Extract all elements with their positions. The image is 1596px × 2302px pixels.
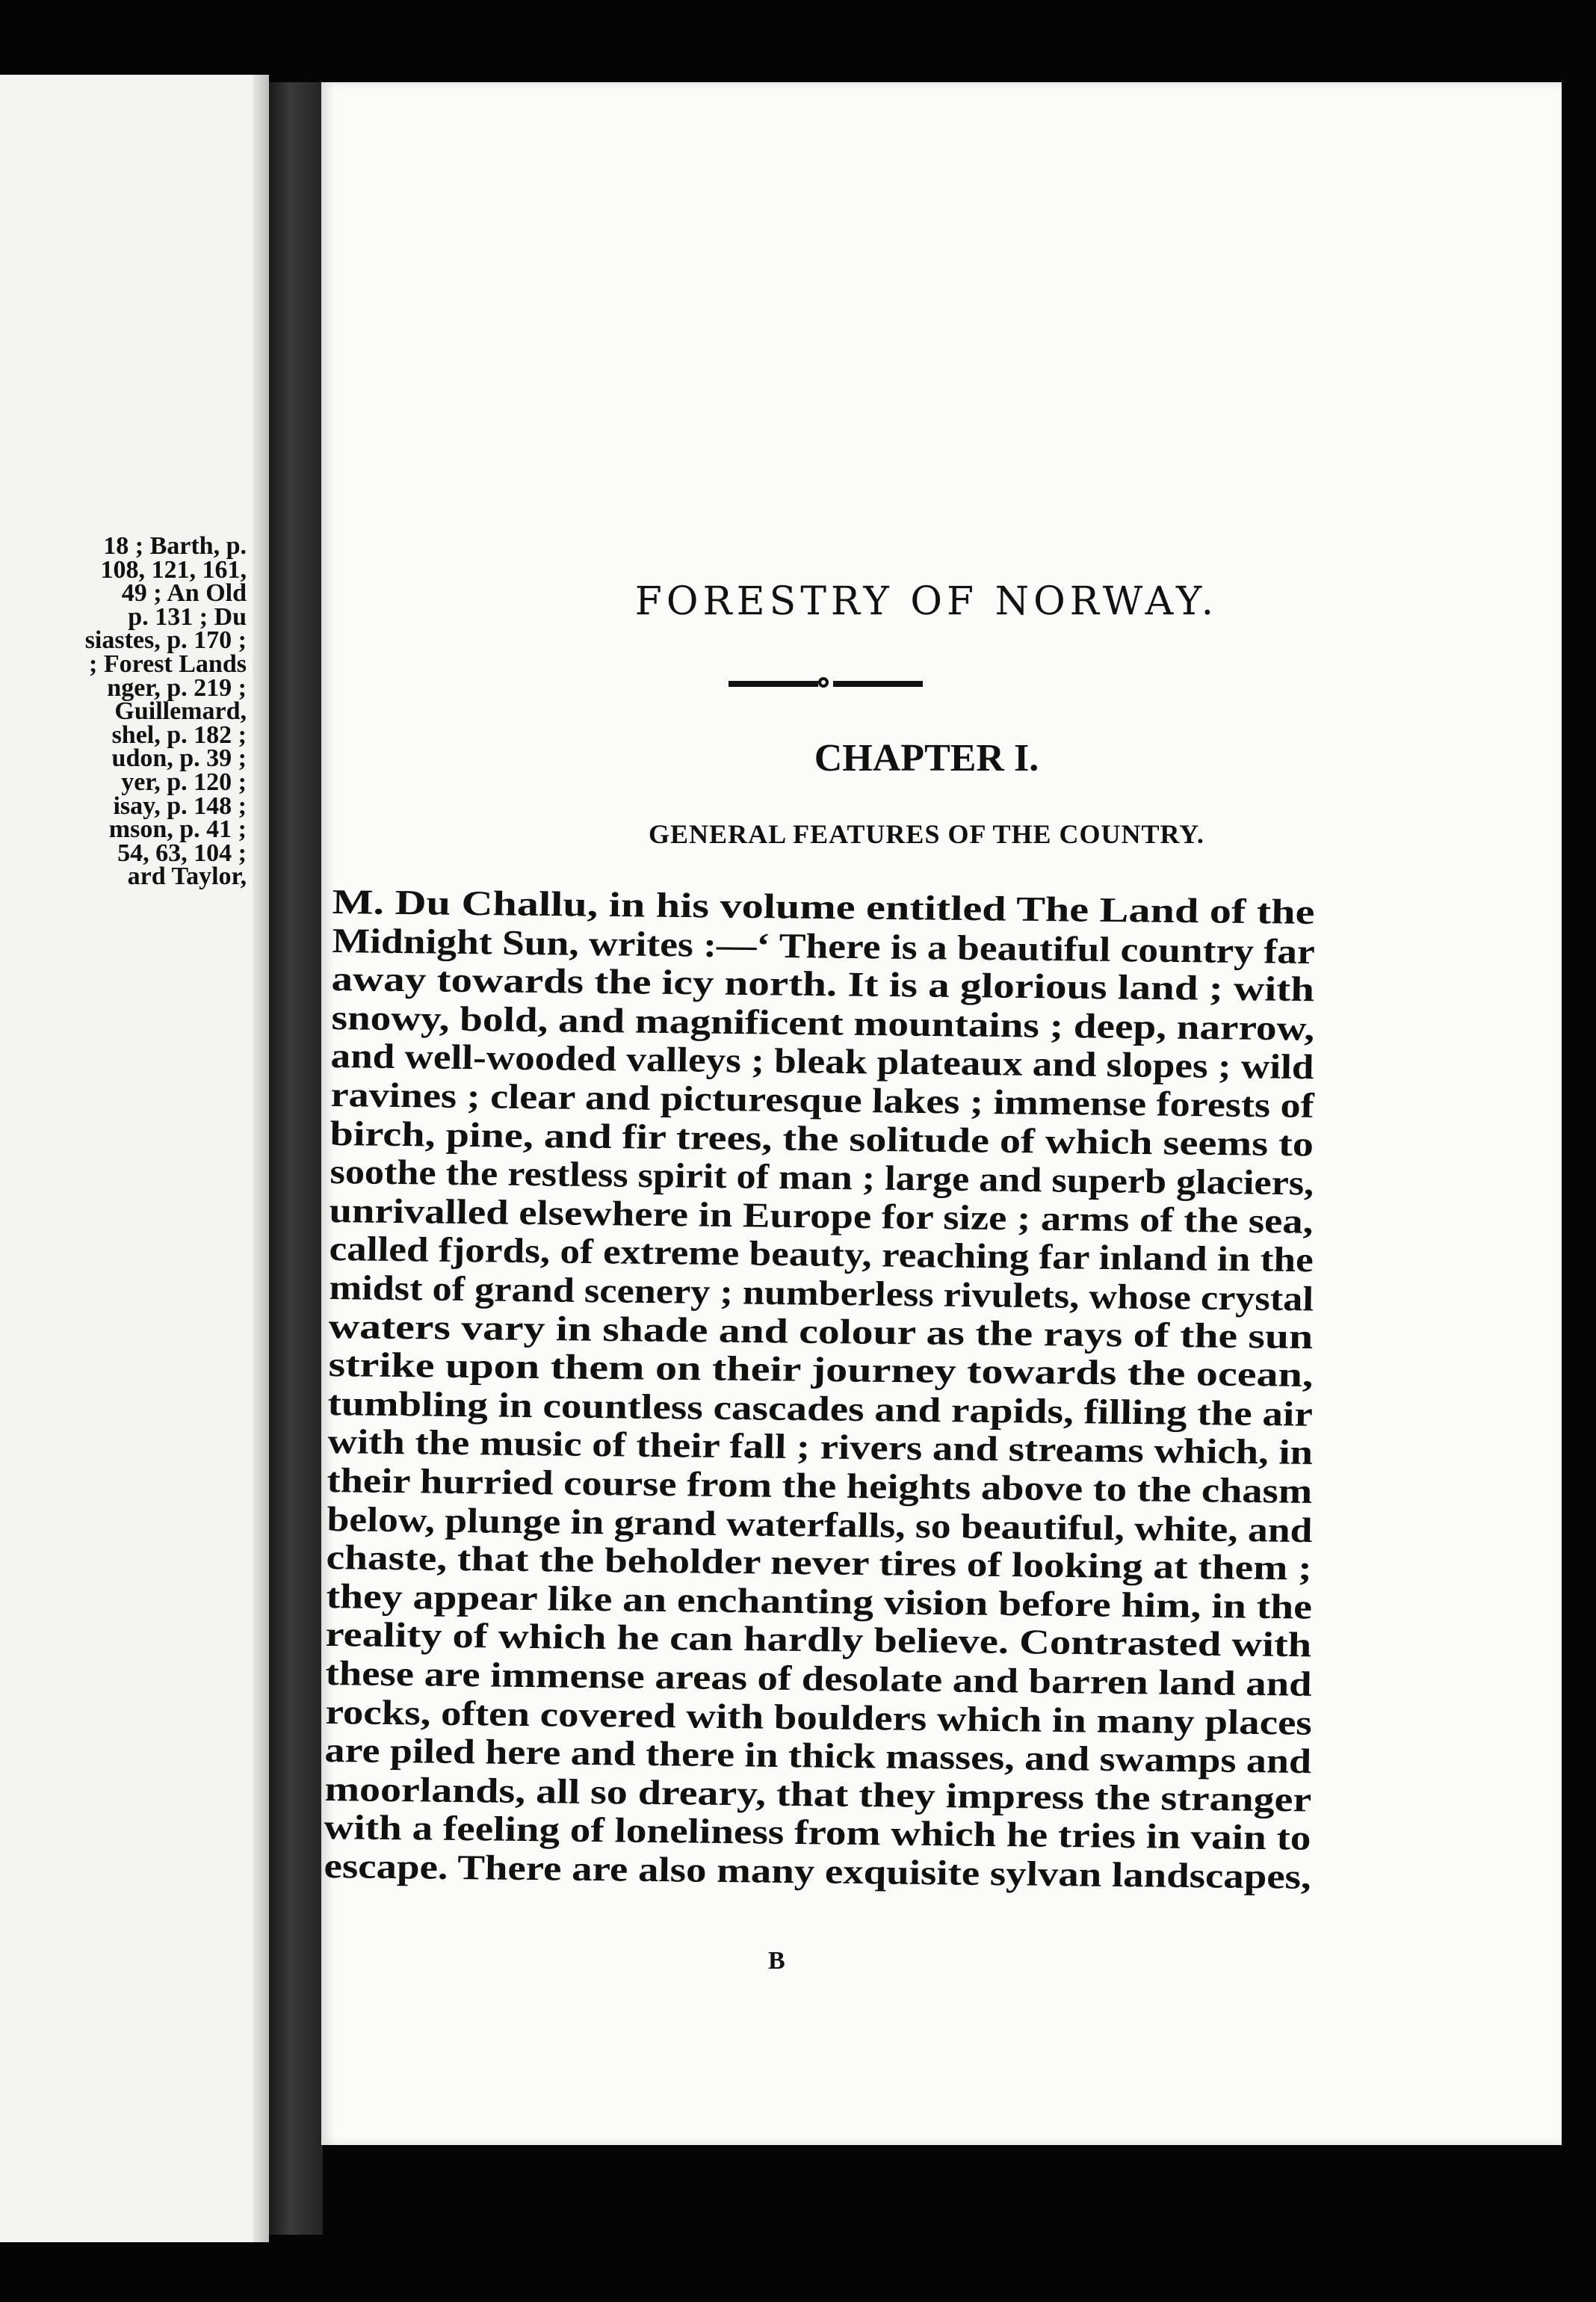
index-line: ; Forest Lands (89, 649, 247, 678)
book-spine (269, 82, 323, 2235)
body-line: ravines ; clear and picturesque lakes ; immense forests of (330, 1075, 1314, 1126)
index-line: shel, p. 182 ; (111, 720, 247, 749)
body-line: are piled here and there in thick masses, and swamps and (324, 1731, 1312, 1782)
chapter-subtitle: GENERAL FEATURES OF THE COUNTRY. (649, 819, 1204, 849)
body-line: chaste, that the beholder never tires of looking at them ; (326, 1538, 1313, 1588)
body-line: away towards the icy north. It is a glorious land ; with (331, 960, 1315, 1010)
body-line: moorlands, all so dreary, that they impress the stranger (324, 1769, 1312, 1820)
index-line: p. 131 ; Du (128, 602, 247, 631)
body-line: they appear like an enchanting vision before him, in the (326, 1576, 1313, 1627)
body-line: their hurried course from the heights above to the chasm (327, 1461, 1313, 1511)
ornament-rule-left (729, 681, 818, 687)
index-line: 108, 121, 161, (100, 555, 247, 584)
body-line: snowy, bold, and magnificent mountains ; deep, narrow, (330, 998, 1315, 1049)
index-line: yer, p. 120 ; (121, 768, 247, 796)
ornament-ring (818, 677, 829, 688)
page-right (321, 82, 1562, 2145)
index-line: siastes, p. 170 ; (84, 626, 247, 655)
body-line: unrivalled elsewhere in Europe for size ; arms of the sea, (329, 1191, 1314, 1241)
body-line: and well-wooded valleys ; bleak plateaux and slopes ; wild (330, 1037, 1315, 1087)
index-line: Guillemard, (114, 697, 247, 726)
ornament-rule-right (833, 681, 923, 687)
index-line: ard Taylor, (127, 863, 247, 891)
body-line: these are immense areas of desolate and barren land and (325, 1654, 1312, 1704)
page-title: FORESTRY OF NORWAY. (634, 579, 1219, 624)
body-line: waters vary in shade and colour as the rays of the sun (328, 1306, 1314, 1357)
body-line: with a feeling of loneliness from which he tries in vain to (324, 1808, 1312, 1859)
index-line: 54, 63, 104 ; (117, 839, 247, 867)
chapter-heading: CHAPTER I. (814, 737, 1039, 780)
facing-page-left (0, 75, 269, 2242)
body-line: Midnight Sun, writes :—‘ There is a beautiful country far (331, 921, 1315, 972)
title-ornament (729, 673, 923, 695)
index-line: isay, p. 148 ; (113, 791, 247, 820)
body-line: tumbling in countless cascades and rapids, filling the air (327, 1383, 1314, 1434)
body-line: M. Du Challu, in his volume entitled The Land of the (332, 882, 1315, 932)
body-line: below, plunge in grand waterfalls, so beautiful, white, and (327, 1499, 1313, 1550)
body-line: midst of grand scenery ; numberless rivulets, whose crystal (328, 1268, 1314, 1319)
index-line: mson, p. 41 ; (108, 815, 247, 844)
index-line: udon, p. 39 ; (111, 744, 247, 773)
body-line: rocks, often covered with boulders which in many places (324, 1692, 1312, 1743)
index-line: nger, p. 219 ; (107, 673, 247, 702)
signature-mark: B (768, 1947, 785, 1975)
body-line: soothe the restless spirit of man ; large and superb glaciers, (330, 1152, 1314, 1203)
index-line: 49 ; An Old (121, 579, 247, 608)
body-line: with the music of their fall ; rivers and streams which, in (327, 1422, 1314, 1473)
body-line: birch, pine, and fir trees, the solitude of which seems to (330, 1114, 1314, 1164)
index-line: 18 ; Barth, p. (103, 532, 247, 560)
gutter-shadow (253, 75, 269, 2242)
body-line: strike upon them on their journey towards the ocean, (327, 1345, 1314, 1395)
page-content (321, 82, 1562, 2145)
body-line: called fjords, of extreme beauty, reaching far inland in the (329, 1229, 1314, 1280)
index-references (0, 534, 247, 889)
body-line: reality of which he can hardly believe. Contrasted with (325, 1615, 1313, 1665)
body-line: escape. There are also many exquisite sylvan landscapes, (323, 1847, 1311, 1897)
